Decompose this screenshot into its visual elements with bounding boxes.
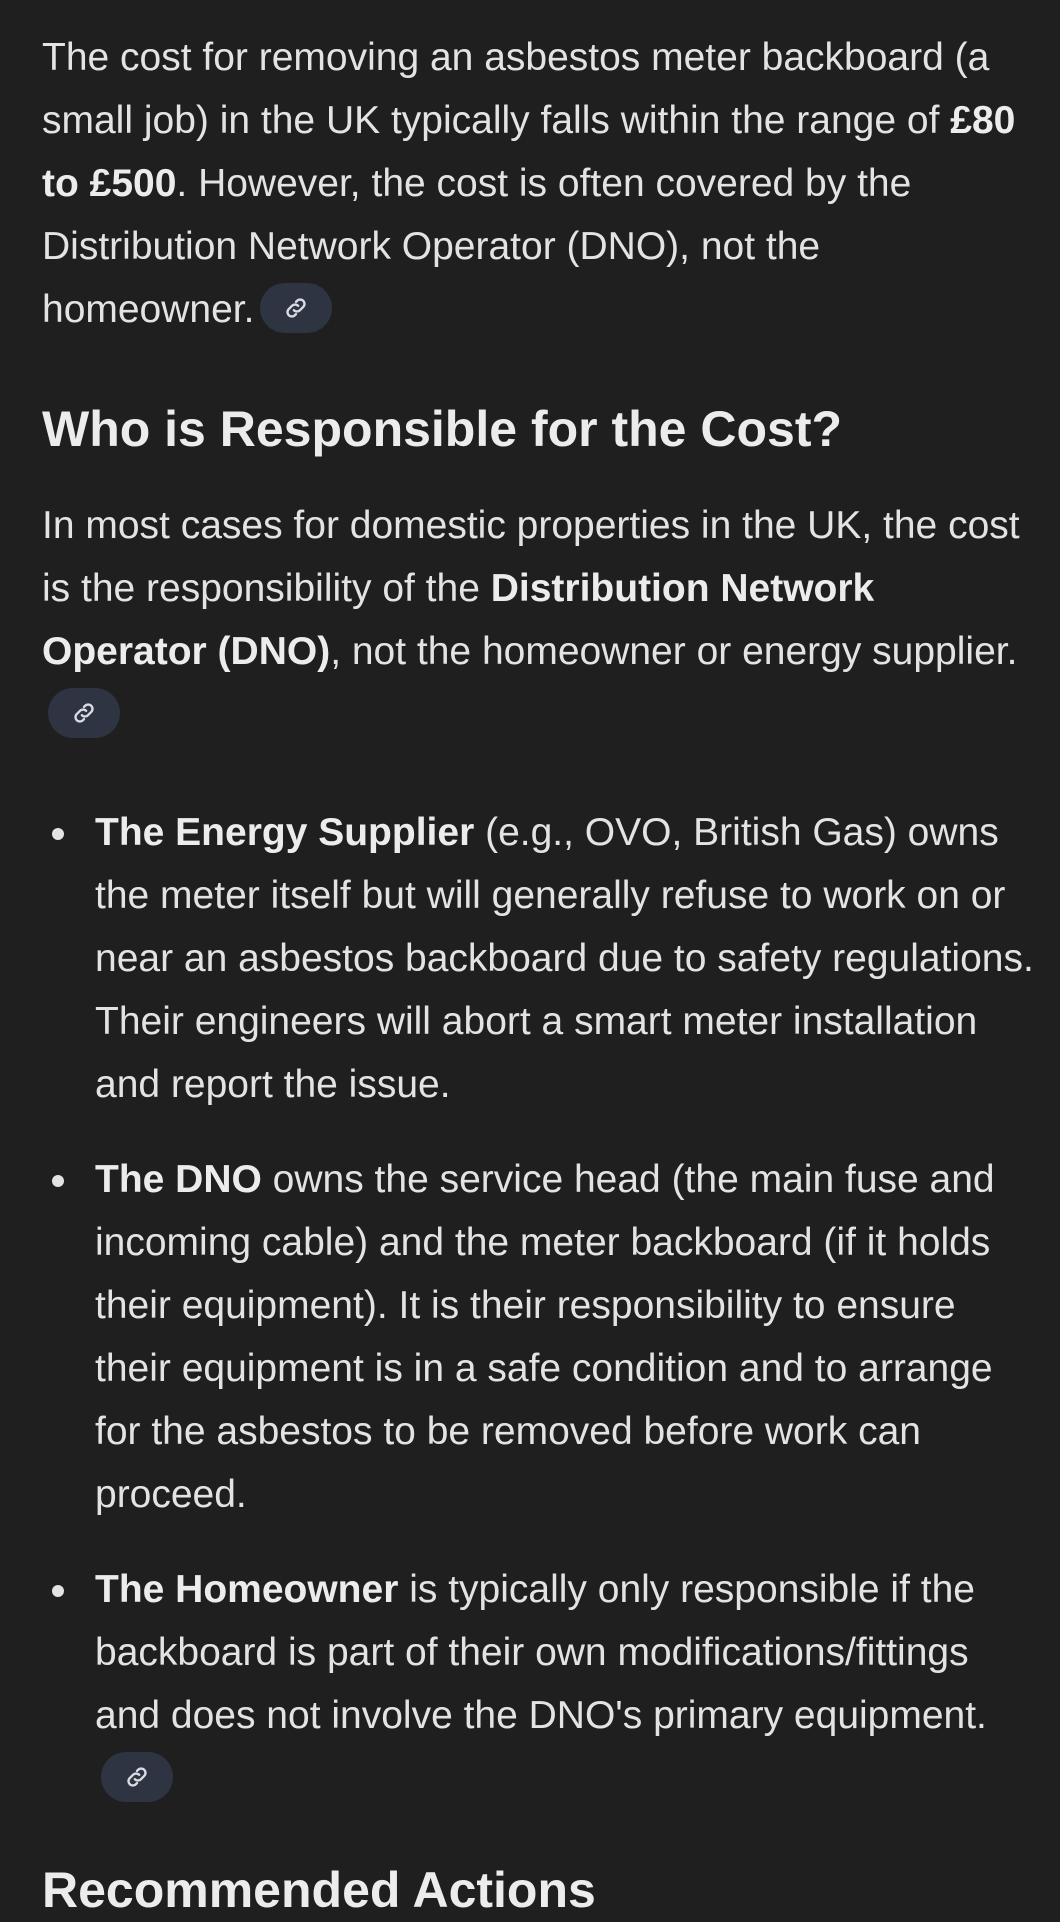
intro-paragraph <box>42 26 1042 341</box>
section-heading-responsibility: Who is Responsible for the Cost? <box>42 401 843 457</box>
list-item-title: The Homeowner <box>95 1568 399 1611</box>
source-link-chip[interactable] <box>101 1752 173 1802</box>
list-item <box>42 801 1042 1116</box>
intro-text-2: . However, the cost is often covered by the Distribution Network Operator (DNO), not the homeowner. <box>42 162 912 331</box>
list-item-text: (e.g., OVO, British Gas) owns the meter itself but will generally refuse to work on or near an asbestos backboard due to safety regulations. Their engineers will abort a smart meter installation and report the issue. <box>95 811 1034 1106</box>
intro-cost-range: £80 to £500 <box>42 99 1016 205</box>
section-heading-actions: Recommended Actions <box>42 1862 596 1918</box>
intro-text-1: The cost for removing an asbestos meter backboard (a small job) in the UK typically falls within the range of <box>42 36 990 142</box>
link-icon <box>71 700 97 726</box>
bullet-icon <box>52 1585 64 1597</box>
list-item-text: owns the service head (the main fuse and incoming cable) and the meter backboard (if it holds their equipment). It is their responsibility to ensure their equipment is in a safe condition and to arrange for the asbestos to be removed before work can proceed. <box>95 1158 995 1516</box>
bullet-icon <box>52 1175 64 1187</box>
source-link-chip[interactable] <box>48 688 120 738</box>
source-link-chip[interactable] <box>260 283 332 333</box>
bullet-icon <box>52 828 64 840</box>
responsibility-text-1: In most cases for domestic properties in the UK, the cost is the responsibility of the <box>42 504 1020 610</box>
list-item-text: is typically only responsible if the backboard is part of their own modifications/fittings and does not involve the DNO's primary equipment. <box>95 1568 987 1737</box>
link-icon <box>283 295 309 321</box>
list-item <box>42 1558 1042 1810</box>
responsibility-text-2: , not the homeowner or energy supplier. <box>330 630 1018 673</box>
list-item <box>42 1148 1042 1526</box>
list-item-title: The DNO <box>95 1158 262 1201</box>
responsibility-dno: Distribution Network Operator (DNO) <box>42 567 875 673</box>
responsibility-paragraph <box>42 494 1042 746</box>
list-item-title: The Energy Supplier <box>95 811 475 854</box>
link-icon <box>124 1764 150 1790</box>
